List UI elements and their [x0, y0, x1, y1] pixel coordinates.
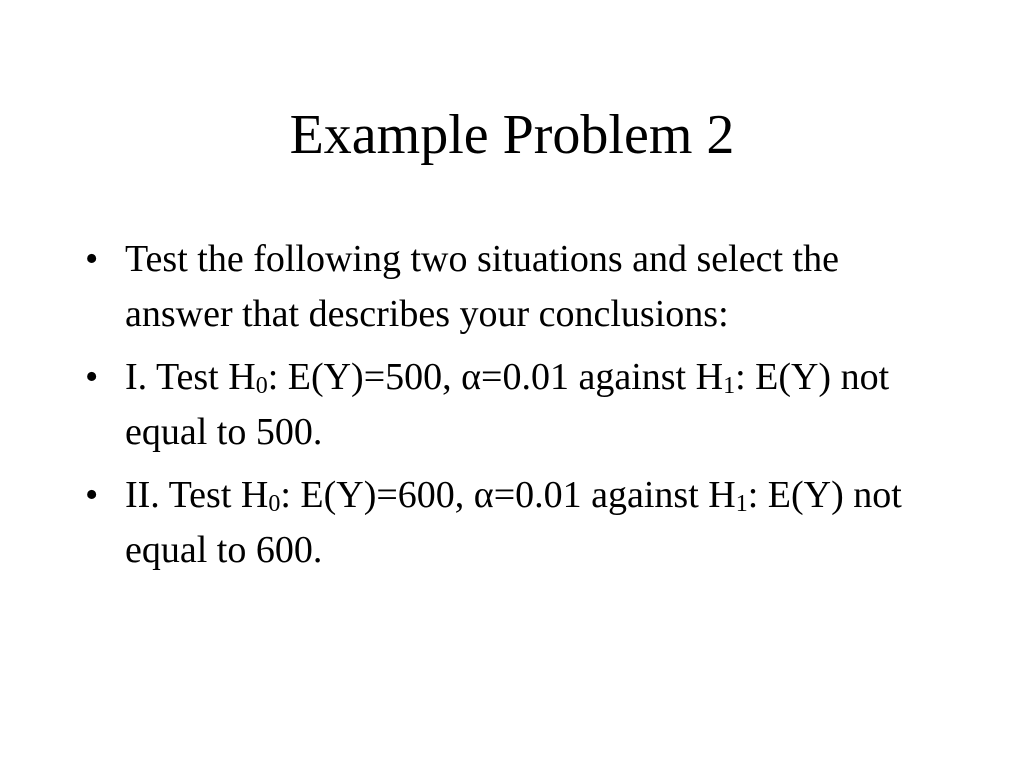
- bullet-text-prefix: I. Test H: [125, 356, 256, 398]
- bullet-icon: •: [85, 474, 99, 516]
- bullet-text-suffix: : E(Y) not equal to 600.: [125, 474, 902, 571]
- slide-title: Example Problem 2: [289, 104, 735, 166]
- bullet-icon: •: [85, 238, 99, 280]
- bullet-text-prefix: II. Test H: [125, 474, 269, 516]
- bullet-item-test-1: [85, 350, 935, 460]
- bullet-list: [85, 232, 935, 586]
- subscript-alt: 1: [723, 373, 736, 399]
- bullet-item-test-2: [85, 468, 935, 578]
- bullet-item-instructions: [85, 232, 935, 342]
- bullet-text: Test the following two situations and select the answer that describes your conclusions:: [125, 238, 839, 335]
- bullet-text-suffix: : E(Y) not equal to 500.: [125, 356, 890, 453]
- bullet-text-middle: : E(Y)=600, α=0.01 against H: [280, 474, 736, 516]
- bullet-text-middle: : E(Y)=500, α=0.01 against H: [267, 356, 724, 398]
- subscript-alt: 1: [735, 491, 748, 517]
- subscript-null: 0: [255, 373, 268, 399]
- subscript-null: 0: [268, 491, 281, 517]
- bullet-icon: •: [85, 356, 99, 398]
